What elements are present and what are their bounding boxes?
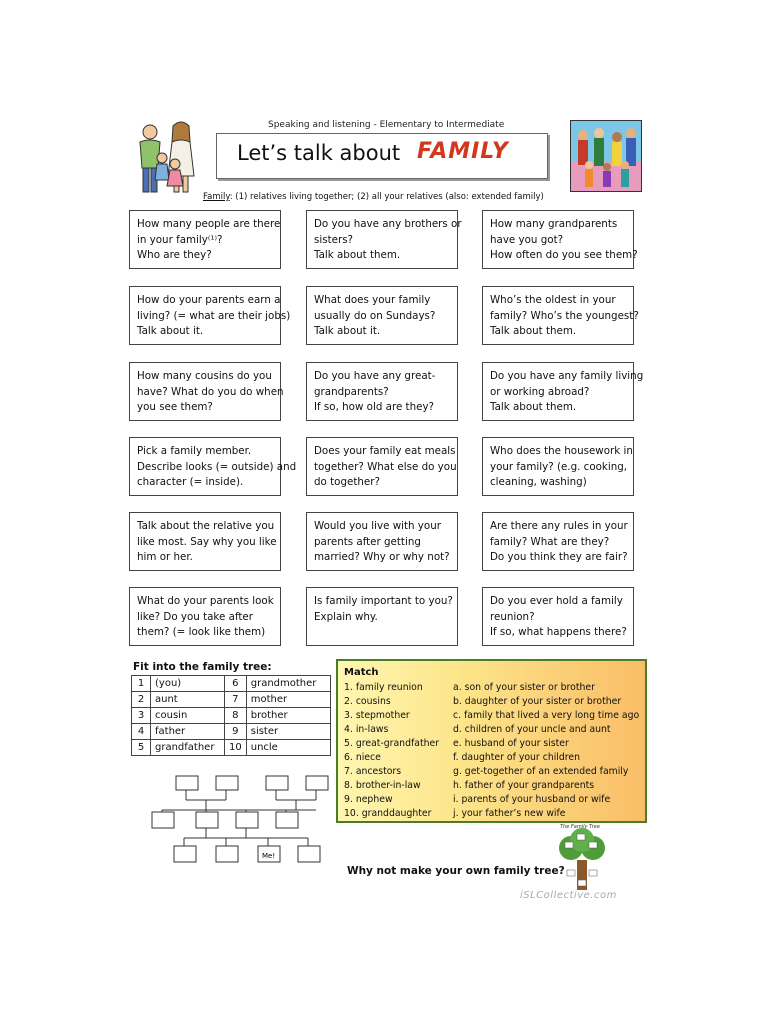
match-definition: d. children of your uncle and aunt [453, 724, 611, 735]
question-line: Is family important to you? [314, 595, 453, 607]
question-line: Do you think they are fair? [490, 551, 628, 563]
match-definition: h. father of your grandparents [453, 780, 595, 791]
question-line: him or her. [137, 551, 193, 563]
table-cell: 2 [132, 692, 151, 708]
question-card [306, 362, 458, 421]
question-line: What does your family [314, 294, 431, 306]
question-line: How often do you see them? [490, 249, 638, 261]
tree-clipart [553, 826, 611, 892]
match-term: 3. stepmother [344, 710, 410, 721]
table-cell: 10 [225, 740, 247, 756]
question-line: If so, what happens there? [490, 626, 627, 638]
question-line: sisters? [314, 233, 354, 246]
family-definition [203, 192, 544, 202]
table-cell: 5 [132, 740, 151, 756]
question-line: Talk about it. [137, 325, 204, 337]
question-line: Explain why. [314, 610, 378, 623]
match-definition: j. your father’s new wife [453, 808, 566, 819]
question-line: Would you live with your [314, 520, 441, 532]
table-row [132, 740, 331, 756]
question-line: them? (= look like them) [137, 626, 266, 638]
question-line: Does your family eat meals [314, 445, 456, 457]
question-card [129, 210, 281, 269]
table-row [132, 676, 331, 692]
question-line: Who’s the oldest in your [490, 294, 616, 306]
question-line: family? What are they? [490, 535, 610, 548]
question-line: What do your parents look [137, 595, 274, 607]
question-line: Who are they? [137, 249, 212, 261]
question-card [482, 587, 634, 646]
question-card [482, 362, 644, 421]
question-card [129, 286, 291, 345]
me-label: Me! [262, 852, 276, 860]
match-box [336, 659, 647, 823]
tree-caption: The Family Tree [560, 824, 600, 830]
question-line: have? What do you do when [137, 385, 284, 398]
question-line: How many people are there [137, 218, 281, 230]
question-line: Talk about them. [490, 325, 577, 337]
table-row [132, 692, 331, 708]
match-term: 7. ancestors [344, 766, 402, 777]
table-cell: grandfather [151, 740, 225, 756]
question-line: Talk about them. [314, 249, 401, 261]
page-title-accent: FAMILY [417, 139, 509, 164]
match-definition: e. husband of your sister [453, 738, 569, 749]
match-title: Match [344, 667, 379, 678]
watermark: iSLCollective.com [520, 890, 617, 901]
question-card [482, 512, 634, 571]
title-box [216, 133, 548, 179]
table-cell: cousin [151, 708, 225, 724]
match-definition: i. parents of your husband or wife [453, 794, 611, 805]
match-term: 10. granddaughter [344, 808, 432, 819]
match-term: 5. great-grandfather [344, 738, 440, 749]
question-line: Describe looks (= outside) and [137, 460, 297, 473]
match-term: 1. family reunion [344, 682, 423, 693]
question-line: family? Who’s the youngest? [490, 309, 639, 322]
why-tree-prompt: Why not make your own family tree? [347, 865, 565, 877]
question-line: Who does the housework in [490, 445, 633, 457]
page-subtitle: Speaking and listening - Elementary to Intermediate [268, 120, 505, 130]
family-picture [570, 120, 642, 192]
question-card [129, 587, 281, 646]
question-line: Do you have any great- [314, 370, 436, 382]
question-card [129, 512, 281, 571]
question-line: Do you have any brothers or [314, 218, 462, 230]
question-line: If so, how old are they? [314, 401, 435, 413]
match-term: 6. niece [344, 752, 381, 763]
page-title: Let’s talk about [237, 141, 401, 165]
question-line: Talk about the relative you [137, 520, 275, 532]
question-line: do together? [314, 476, 380, 488]
table-cell: 1 [132, 676, 151, 692]
question-line: Talk about it. [314, 325, 381, 337]
family-clipart [132, 120, 202, 198]
question-line: in your family⁽¹⁾? [137, 233, 223, 246]
question-line: living? (= what are their jobs) [137, 309, 291, 322]
question-card [482, 286, 639, 345]
match-definition: f. daughter of your children [453, 752, 581, 763]
question-line: Pick a family member. [137, 445, 252, 457]
question-line: parents after getting [314, 535, 421, 548]
match-definition: b. daughter of your sister or brother [453, 696, 622, 707]
question-line: you see them? [137, 401, 213, 413]
question-line: usually do on Sundays? [314, 309, 436, 322]
table-row [132, 708, 331, 724]
question-line: cleaning, washing) [490, 476, 587, 488]
question-card [306, 512, 458, 571]
question-line: How many cousins do you [137, 370, 272, 382]
question-line: reunion? [490, 610, 535, 623]
table-cell: (you) [151, 676, 225, 692]
question-line: Do you ever hold a family [490, 595, 623, 607]
question-line: or working abroad? [490, 385, 590, 398]
table-row [132, 724, 331, 740]
question-line: have you got? [490, 233, 564, 246]
fit-tree-title: Fit into the family tree: [133, 661, 272, 673]
question-line: like most. Say why you like [137, 535, 277, 548]
table-cell: 4 [132, 724, 151, 740]
question-card [306, 210, 462, 269]
question-card [129, 362, 284, 421]
table-cell: 3 [132, 708, 151, 724]
fit-tree-table [131, 675, 331, 756]
question-line: How many grandparents [490, 218, 618, 230]
match-definition: c. family that lived a very long time ago [453, 710, 640, 721]
question-line: your family? (e.g. cooking, [490, 460, 628, 473]
table-cell: sister [246, 724, 330, 740]
question-card [129, 437, 297, 496]
question-line: Talk about them. [490, 401, 577, 413]
question-card [306, 587, 458, 646]
question-line: character (= inside). [137, 476, 244, 488]
question-line: Do you have any family living [490, 370, 644, 382]
match-definition: g. get-together of an extended family [453, 766, 629, 777]
definition-text: : (1) relatives living together; (2) all your relatives (also: extended family) [229, 192, 544, 202]
match-definition: a. son of your sister or brother [453, 682, 595, 693]
match-term: 2. cousins [344, 696, 391, 707]
family-tree-diagram [150, 772, 330, 872]
table-cell: 7 [225, 692, 247, 708]
question-line: together? What else do you [314, 460, 457, 473]
table-cell: 6 [225, 676, 247, 692]
question-line: How do your parents earn a [137, 294, 281, 306]
definition-term: Family [203, 192, 230, 202]
question-line: grandparents? [314, 385, 389, 398]
match-term: 8. brother-in-law [344, 780, 421, 791]
table-cell: mother [246, 692, 330, 708]
question-card [306, 437, 458, 496]
table-cell: father [151, 724, 225, 740]
question-line: Are there any rules in your [490, 520, 628, 532]
question-card [482, 210, 638, 269]
question-line: like? Do you take after [137, 610, 253, 623]
match-term: 4. in-laws [344, 724, 389, 735]
table-cell: brother [246, 708, 330, 724]
question-line: married? Why or why not? [314, 551, 450, 563]
table-cell: aunt [151, 692, 225, 708]
question-card [482, 437, 634, 496]
question-card [306, 286, 458, 345]
match-term: 9. nephew [344, 794, 393, 805]
table-cell: 9 [225, 724, 247, 740]
table-cell: grandmother [246, 676, 330, 692]
table-cell: 8 [225, 708, 247, 724]
table-cell: uncle [246, 740, 330, 756]
